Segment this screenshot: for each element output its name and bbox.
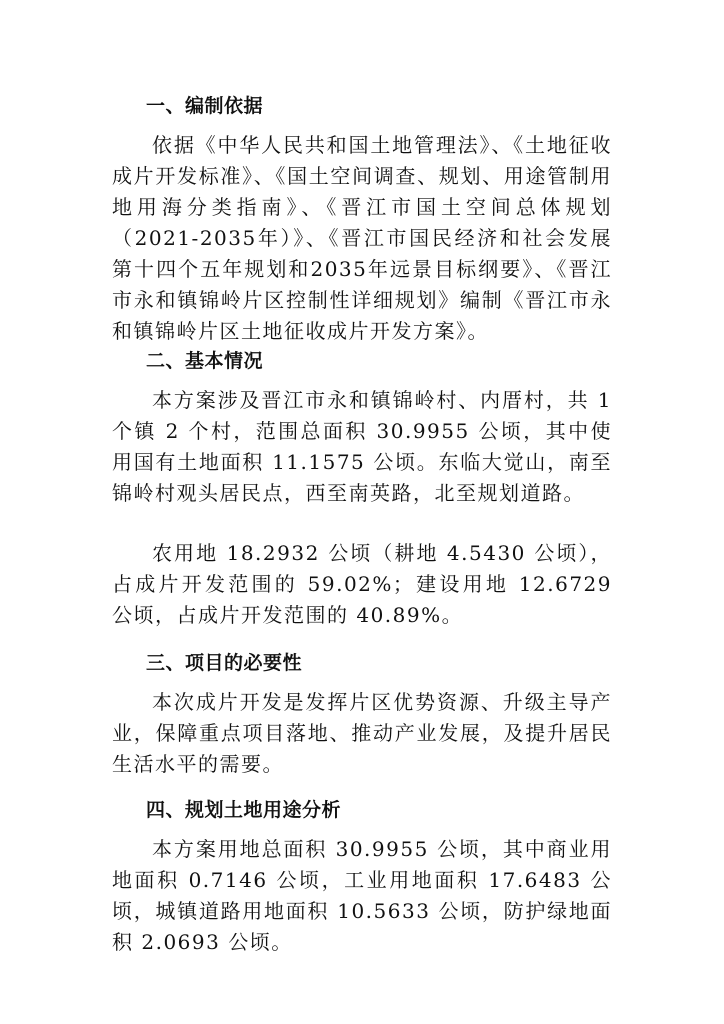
paragraph-5: 本方案用地总面积 30.9955 公顷，其中商业用地面积 0.7146 公顷，工业用地面积 17.6483 公顷，城镇道路用地面积 10.5633 公顷，防护绿地面积 2.0693 公顷。 xyxy=(112,837,612,954)
paragraph-2: 本方案涉及晋江市永和镇锦岭村、内厝村，共 1 个镇 2 个村，范围总面积 30.9955 公顷，其中使用国有土地面积 11.1575 公顷。东临大觉山，南至锦岭村观头居民点，西至南英路，北至规划道路。 xyxy=(112,388,612,505)
paragraph-4: 本次成片开发是发挥片区优势资源、升级主导产业，保障重点项目落地、推动产业发展，及提升居民生活水平的需要。 xyxy=(112,690,612,776)
section-heading-4: 四、规划土地用途分析 xyxy=(146,799,342,821)
section-heading-1: 一、编制依据 xyxy=(146,95,264,117)
section-heading-2: 二、基本情况 xyxy=(146,350,264,372)
paragraph-1: 依据《中华人民共和国土地管理法》、《土地征收成片开发标准》、《国土空间调查、规划、用途管制用地用海分类指南》、《晋江市国土空间总体规划（2021-2035年）》、《晋江市国民经济和社会发展第十四个五年规划和2035年远景目标纲要》、《晋江市永和镇锦岭片区控制性详细规划》编制《晋江市永和镇锦岭片区土地征收成片开发方案》。 xyxy=(112,133,612,343)
paragraph-3: 农用地 18.2932 公顷（耕地 4.5430 公顷），占成片开发范围的 59.02%；建设用地 12.6729 公顷，占成片开发范围的 40.89%。 xyxy=(112,541,612,627)
section-heading-3: 三、项目的必要性 xyxy=(146,652,303,674)
